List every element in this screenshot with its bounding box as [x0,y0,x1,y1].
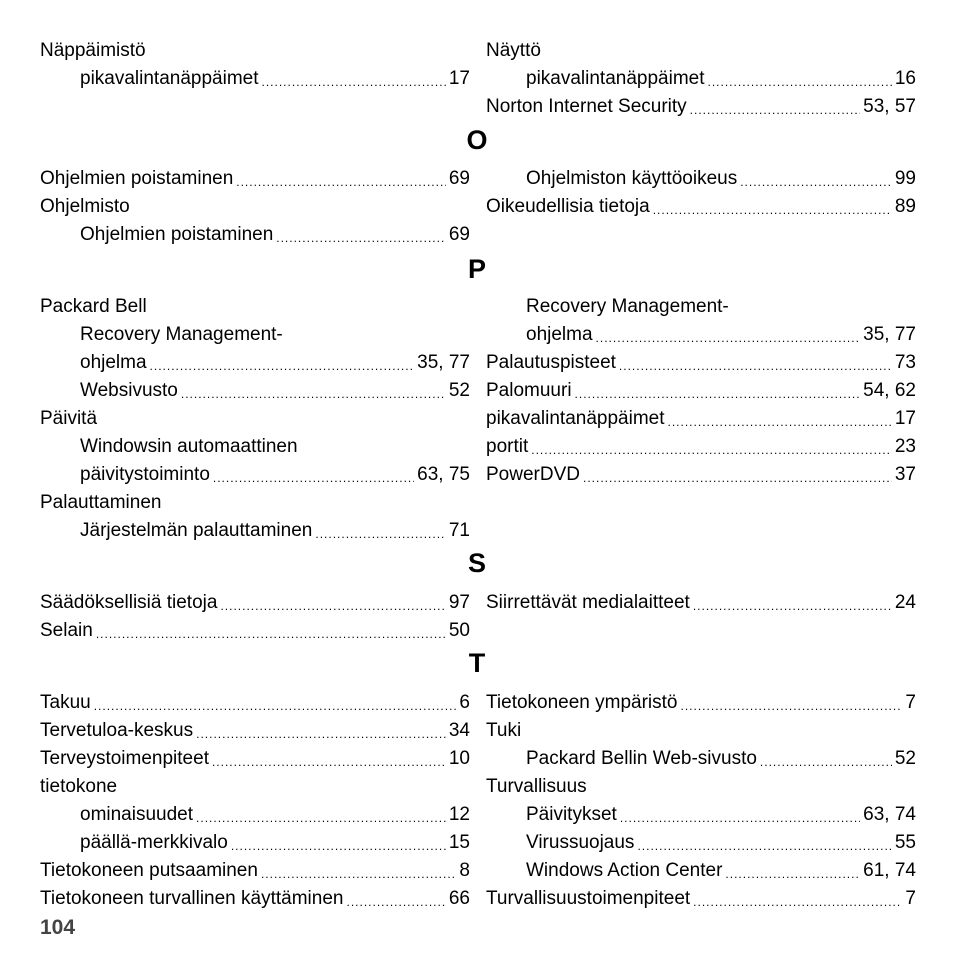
index-term: Päivitykset [526,804,617,825]
dot-leader [708,77,892,87]
index-term: Windows Action Center [526,860,723,881]
section-letter: S [467,548,486,578]
index-entry [40,714,470,742]
index-term: päällä-merkkivalo [80,832,228,853]
index-page-ref: 10 [448,748,470,769]
index-page-ref: 12 [448,804,470,825]
dot-leader [231,841,446,851]
index-entry [40,162,470,190]
index-entry [40,190,470,218]
index-term: Terveystoimenpiteet [40,748,209,769]
index-entry [526,290,916,318]
index-entry [486,714,916,742]
index-entry [80,62,470,90]
index-entry [40,686,470,714]
index-page-ref: 16 [894,68,916,89]
dot-leader [637,841,891,851]
index-term: pikavalintanäppäimet [486,408,665,429]
index-entry [486,686,916,714]
index-entry [526,62,916,90]
dot-leader [725,869,860,879]
index-term: Palautuspisteet [486,352,616,373]
index-term: Näyttö [486,40,541,61]
index-page-ref: 24 [894,592,916,613]
index-entry [486,458,916,486]
index-term: Packard Bellin Web-sivusto [526,748,757,769]
dot-leader [150,361,415,371]
index-term: portit [486,436,529,457]
index-term: Tietokoneen turvallinen käyttäminen [40,888,344,909]
index-entry [40,742,470,770]
index-term: Turvallisuustoimenpiteet [486,888,691,909]
index-page-ref: 35, 77 [863,324,916,345]
dot-leader [653,205,892,215]
index-page-ref: 97 [448,592,470,613]
index-page-ref: 35, 77 [417,352,470,373]
index-term: Windowsin automaattinen [80,436,298,457]
dot-leader [740,177,892,187]
index-term: Virussuojaus [526,832,635,853]
index-page-ref: 53, 57 [863,96,916,117]
index-entry [526,826,916,854]
dot-leader [236,177,446,187]
index-entry [80,218,470,246]
dot-leader [315,529,446,539]
index-page-ref: 52 [894,748,916,769]
index-page-ref: 73 [894,352,916,373]
dot-leader [276,233,446,243]
index-term: Palauttaminen [40,492,162,513]
index-page-ref: 54, 62 [863,380,916,401]
index-entry [526,162,916,190]
dot-leader [94,701,457,711]
dot-leader [760,757,892,767]
index-term: Turvallisuus [486,776,587,797]
index-term: Norton Internet Security [486,96,687,117]
dot-leader [212,757,446,767]
index-page-ref: 34 [448,720,470,741]
index-page-ref: 15 [448,832,470,853]
index-entry [526,854,916,882]
index-entry [486,402,916,430]
index-page-ref: 61, 74 [863,860,916,881]
index-entry [486,430,916,458]
index-page-ref: 7 [905,692,916,713]
section-letter: O [466,125,488,155]
index-term: Selain [40,620,93,641]
dot-leader [181,389,446,399]
index-entry [80,798,470,826]
index-page-ref: 55 [894,832,916,853]
dot-leader [693,897,902,907]
index-page-ref: 99 [894,168,916,189]
index-term: Ohjelmisto [40,196,130,217]
index-entry [40,402,470,430]
dot-leader [575,389,861,399]
index-term: Siirrettävät medialaitteet [486,592,690,613]
index-term: pikavalintanäppäimet [526,68,705,89]
dot-leader [346,897,445,907]
index-term: tietokone [40,776,118,797]
index-term: Tervetuloa-keskus [40,720,194,741]
index-entry [526,742,916,770]
index-term: Päivitä [40,408,98,429]
index-entry [486,882,916,910]
dot-leader [583,473,892,483]
index-term: pikavalintanäppäimet [80,68,259,89]
index-term: Tuki [486,720,522,741]
index-term: Websivusto [80,380,178,401]
index-term: Recovery Management- [526,296,729,317]
index-entry [40,882,470,910]
index-entry [486,374,916,402]
dot-leader [262,77,446,87]
dot-leader [620,813,860,823]
index-page-ref: 52 [448,380,470,401]
index-term: ominaisuudet [80,804,194,825]
index-page-ref: 66 [448,888,470,909]
index-term: Packard Bell [40,296,147,317]
index-entry [40,486,470,514]
index-page-ref: 69 [448,168,470,189]
dot-leader [596,333,861,343]
index-page-ref: 7 [905,888,916,909]
index-term: Tietokoneen putsaaminen [40,860,258,881]
index-entry [486,770,916,798]
index-entry [40,34,470,62]
index-term: Ohjelmien poistaminen [40,168,234,189]
index-entry [40,614,470,642]
index-term: Ohjelmien poistaminen [80,224,274,245]
index-entry [486,346,916,374]
dot-leader [693,601,892,611]
index-entry [80,318,470,346]
index-page-ref: 89 [894,196,916,217]
dot-leader [213,473,414,483]
index-page-ref: 71 [448,520,470,541]
index-page-ref: 6 [459,692,470,713]
index-term: Oikeudellisia tietoja [486,196,650,217]
index-entry [486,586,916,614]
index-term: Tietokoneen ympäristö [486,692,678,713]
index-page-ref: 69 [448,224,470,245]
index-term: Recovery Management- [80,324,283,345]
index-term: Säädöksellisiä tietoja [40,592,218,613]
dot-leader [668,417,892,427]
index-term: ohjelma [526,324,593,345]
index-entry [486,34,916,62]
index-term: Ohjelmiston käyttöoikeus [526,168,738,189]
index-page-ref: 17 [894,408,916,429]
index-entry [486,190,916,218]
index-term: Takuu [40,692,91,713]
index-entry [80,346,470,374]
dot-leader [619,361,892,371]
section-letter: T [468,648,486,678]
index-page-ref: 37 [894,464,916,485]
index-entry [40,586,470,614]
dot-leader [261,869,456,879]
index-entry [80,826,470,854]
dot-leader [690,105,861,115]
index-entry [80,458,470,486]
dot-leader [96,629,446,639]
index-term: päivitystoiminto [80,464,210,485]
dot-leader [196,813,446,823]
dot-leader [220,601,445,611]
dot-leader [681,701,903,711]
index-term: Näppäimistö [40,40,146,61]
index-term: Palomuuri [486,380,572,401]
index-entry [526,798,916,826]
section-letter: P [467,254,486,284]
index-page-ref: 8 [459,860,470,881]
dot-leader [531,445,892,455]
index-entry [80,374,470,402]
index-entry [526,318,916,346]
index-page-ref: 63, 74 [863,804,916,825]
index-page-ref: 63, 75 [417,464,470,485]
index-entry [80,514,470,542]
page-number: 104 [40,916,76,939]
index-page-ref: 17 [448,68,470,89]
index-term: Järjestelmän palauttaminen [80,520,313,541]
index-page-ref: 50 [448,620,470,641]
index-entry [40,854,470,882]
dot-leader [196,729,446,739]
index-entry [486,90,916,118]
index-page-ref: 23 [894,436,916,457]
index-entry [40,770,470,798]
index-term: PowerDVD [486,464,580,485]
index-entry [40,290,470,318]
index-entry [80,430,470,458]
index-term: ohjelma [80,352,147,373]
